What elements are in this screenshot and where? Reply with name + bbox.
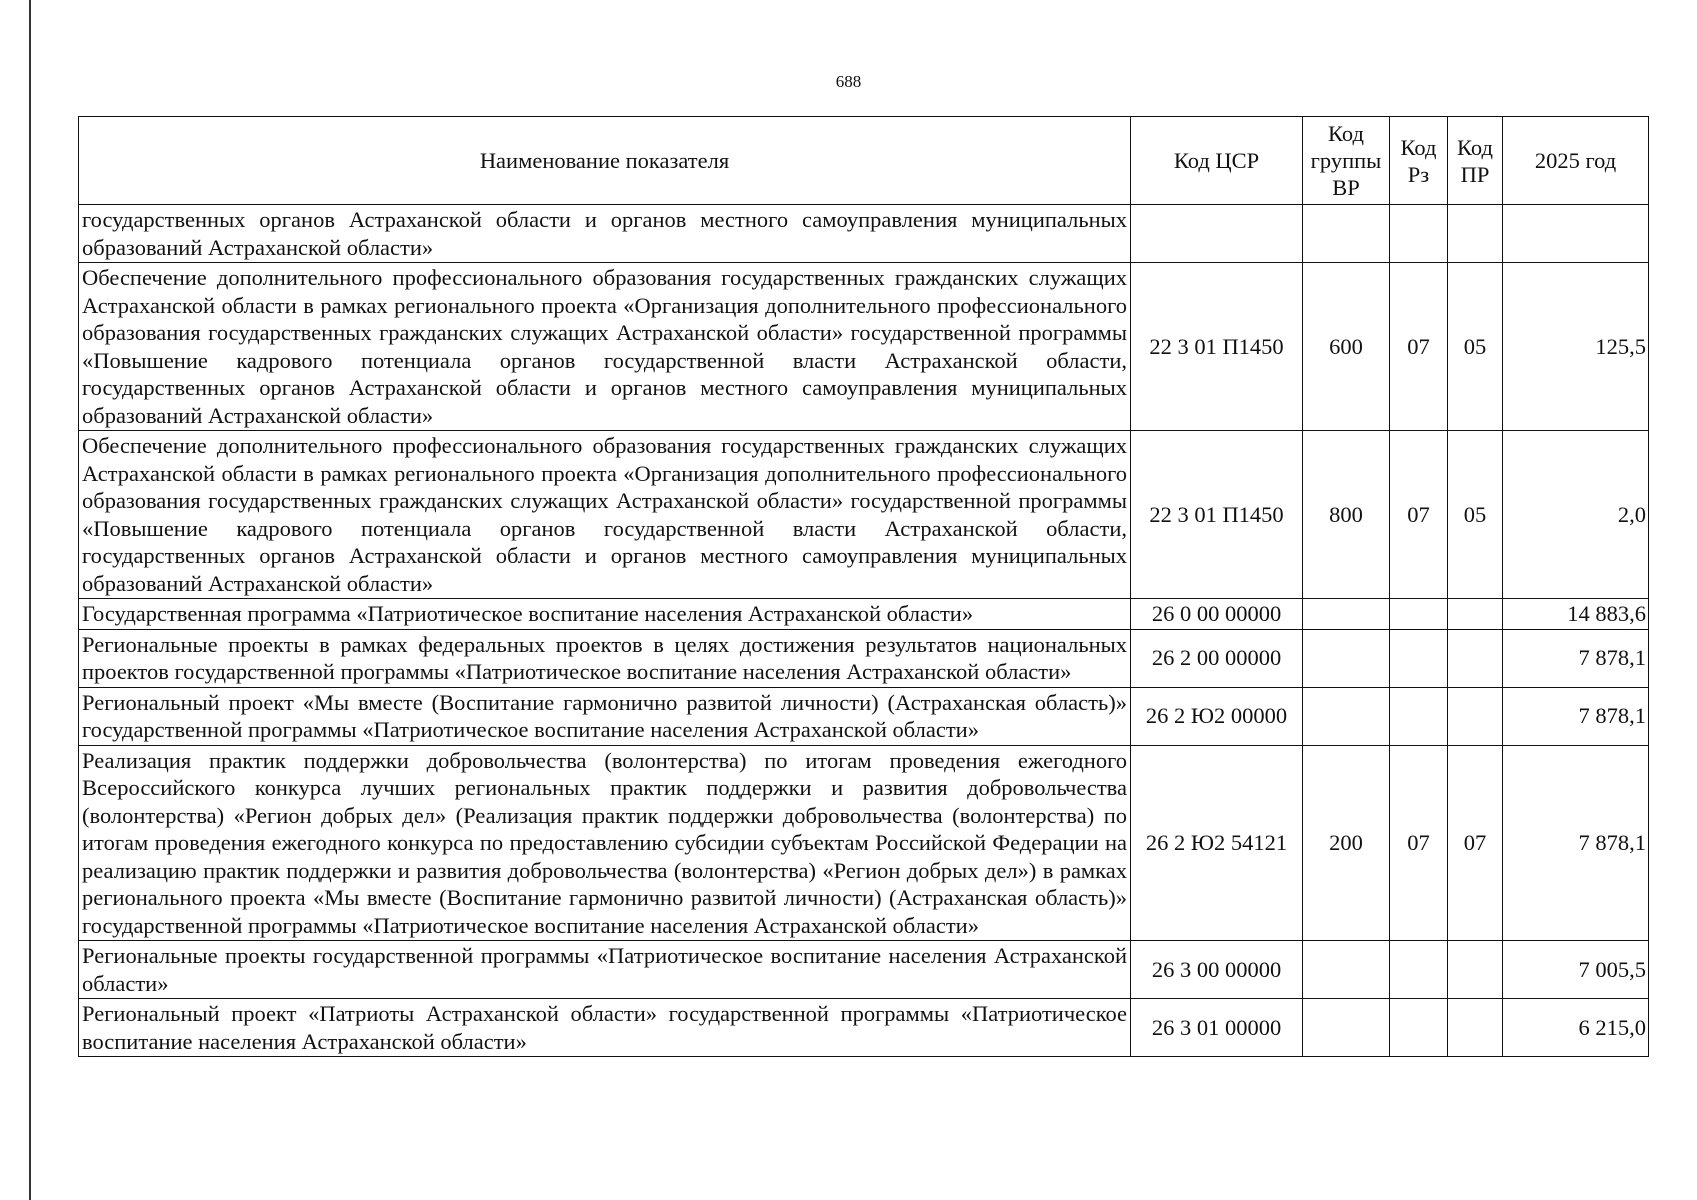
- row-csr: 26 2 Ю2 00000: [1131, 687, 1303, 745]
- row-amount: 7 878,1: [1503, 629, 1649, 687]
- row-rz: [1390, 599, 1448, 630]
- row-pr: [1448, 629, 1503, 687]
- row-amount: 6 215,0: [1503, 999, 1649, 1057]
- row-csr: 22 3 01 П1450: [1131, 431, 1303, 599]
- row-amount: 2,0: [1503, 431, 1649, 599]
- header-vr: Код группы ВР: [1303, 117, 1390, 205]
- table-row: [79, 205, 1649, 263]
- row-name: Обеспечение дополнительного профессионального образования государственных гражданских служащих Астраханской области в рамках регионального проекта «Организация дополнительного профессионального образования государственных гражданских служащих Астраханской области» государственной программы «Повышение кадрового потенциала органов государственной власти Астраханской области, государственных органов Астраханской области и органов местного самоуправления муниципальных образований Астраханской области»: [79, 263, 1131, 431]
- page-number: 688: [835, 72, 862, 91]
- header-csr: Код ЦСР: [1131, 117, 1303, 205]
- header-pr: Код ПР: [1448, 117, 1503, 205]
- row-amount: [1503, 205, 1649, 263]
- table-header: [79, 117, 1649, 205]
- table-body: [79, 205, 1649, 1057]
- row-vr: [1303, 687, 1390, 745]
- table-row: [79, 999, 1649, 1057]
- row-name: Региональные проекты государственной программы «Патриотическое воспитание населения Астраханской области»: [79, 941, 1131, 999]
- row-pr: [1448, 205, 1503, 263]
- row-vr: [1303, 629, 1390, 687]
- row-pr: 05: [1448, 263, 1503, 431]
- row-csr: 22 3 01 П1450: [1131, 263, 1303, 431]
- row-amount: 7 005,5: [1503, 941, 1649, 999]
- row-name: Региональные проекты в рамках федеральных проектов в целях достижения результатов национальных проектов государственной программы «Патриотическое воспитание населения Астраханской области»: [79, 629, 1131, 687]
- row-pr: [1448, 687, 1503, 745]
- row-pr: 07: [1448, 745, 1503, 941]
- row-vr: [1303, 599, 1390, 630]
- row-name: Региональный проект «Патриоты Астраханской области» государственной программы «Патриотическое воспитание населения Астраханской области»: [79, 999, 1131, 1057]
- row-pr: 05: [1448, 431, 1503, 599]
- row-amount: 14 883,6: [1503, 599, 1649, 630]
- row-vr: 800: [1303, 431, 1390, 599]
- row-name: Государственная программа «Патриотическое воспитание населения Астраханской области»: [79, 599, 1131, 630]
- row-vr: [1303, 999, 1390, 1057]
- row-name: государственных органов Астраханской области и органов местного самоуправления муниципальных образований Астраханской области»: [79, 205, 1131, 263]
- table-row: [79, 629, 1649, 687]
- binding-margin-line: [29, 0, 31, 1200]
- table-row: [79, 941, 1649, 999]
- row-rz: 07: [1390, 263, 1448, 431]
- row-csr: 26 2 00 00000: [1131, 629, 1303, 687]
- row-csr: 26 0 00 00000: [1131, 599, 1303, 630]
- header-rz: Код Рз: [1390, 117, 1448, 205]
- row-name: Реализация практик поддержки добровольчества (волонтерства) по итогам проведения ежегодного Всероссийского конкурса лучших региональных практик поддержки и развития добровольчества (волонтерства) «Регион добрых дел» (Реализация практик поддержки добровольчества (волонтерства) по итогам проведения ежегодного конкурса по предоставлению субсидии субъектам Российской Федерации на реализацию практик поддержки и развития добровольчества (волонтерства) «Регион добрых дел») в рамках регионального проекта «Мы вместе (Воспитание гармонично развитой личности) (Астраханская область)» государственной программы «Патриотическое воспитание населения Астраханской области»: [79, 745, 1131, 941]
- table-row: [79, 745, 1649, 941]
- table-row: [79, 431, 1649, 599]
- row-rz: 07: [1390, 745, 1448, 941]
- row-csr: 26 3 00 00000: [1131, 941, 1303, 999]
- row-vr: [1303, 205, 1390, 263]
- row-amount: 7 878,1: [1503, 687, 1649, 745]
- row-pr: [1448, 599, 1503, 630]
- row-rz: [1390, 999, 1448, 1057]
- row-name: Региональный проект «Мы вместе (Воспитание гармонично развитой личности) (Астраханская область)» государственной программы «Патриотическое воспитание населения Астраханской области»: [79, 687, 1131, 745]
- row-rz: [1390, 629, 1448, 687]
- row-rz: 07: [1390, 431, 1448, 599]
- header-year: 2025 год: [1503, 117, 1649, 205]
- row-name: Обеспечение дополнительного профессионального образования государственных гражданских служащих Астраханской области в рамках регионального проекта «Организация дополнительного профессионального образования государственных гражданских служащих Астраханской области» государственной программы «Повышение кадрового потенциала органов государственной власти Астраханской области, государственных органов Астраханской области и органов местного самоуправления муниципальных образований Астраханской области»: [79, 431, 1131, 599]
- row-rz: [1390, 941, 1448, 999]
- row-pr: [1448, 941, 1503, 999]
- row-vr: [1303, 941, 1390, 999]
- row-csr: [1131, 205, 1303, 263]
- row-vr: 200: [1303, 745, 1390, 941]
- row-rz: [1390, 687, 1448, 745]
- row-rz: [1390, 205, 1448, 263]
- row-vr: 600: [1303, 263, 1390, 431]
- table-row: [79, 599, 1649, 630]
- budget-table: [78, 116, 1649, 1057]
- table-row: [79, 263, 1649, 431]
- row-amount: 125,5: [1503, 263, 1649, 431]
- table-row: [79, 687, 1649, 745]
- row-pr: [1448, 999, 1503, 1057]
- row-csr: 26 3 01 00000: [1131, 999, 1303, 1057]
- row-amount: 7 878,1: [1503, 745, 1649, 941]
- row-csr: 26 2 Ю2 54121: [1131, 745, 1303, 941]
- header-name: Наименование показателя: [79, 117, 1131, 205]
